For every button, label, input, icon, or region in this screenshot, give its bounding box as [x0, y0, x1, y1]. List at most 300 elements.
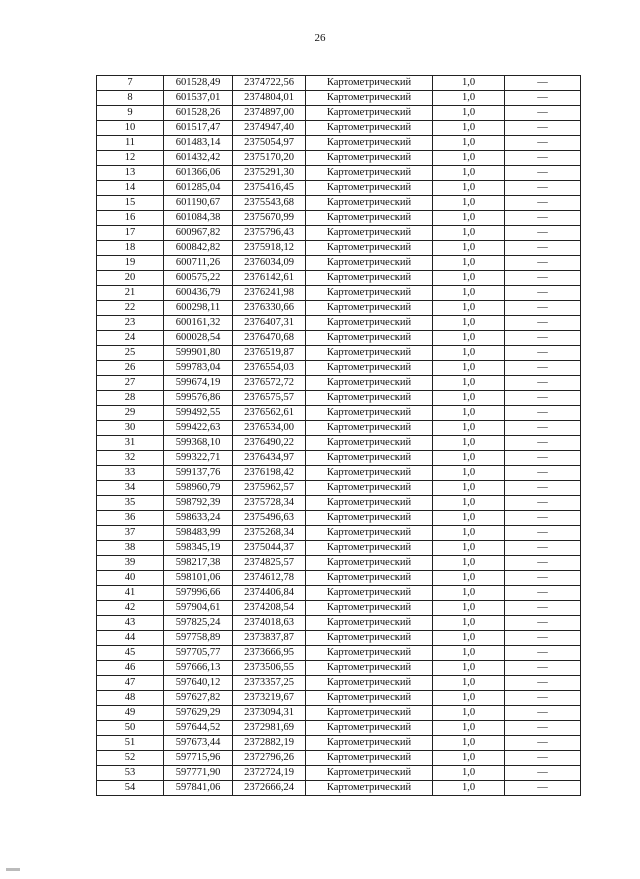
y-coordinate-cell: 2376407,31 — [233, 316, 306, 331]
x-coordinate-cell: 601190,67 — [164, 196, 233, 211]
accuracy-cell: 1,0 — [433, 301, 505, 316]
note-cell: — — [505, 466, 581, 481]
note-cell: — — [505, 301, 581, 316]
accuracy-cell: 1,0 — [433, 466, 505, 481]
method-cell: Картометрический — [306, 631, 433, 646]
point-number-cell: 43 — [97, 616, 164, 631]
y-coordinate-cell: 2376519,87 — [233, 346, 306, 361]
method-cell: Картометрический — [306, 136, 433, 151]
y-coordinate-cell: 2372981,69 — [233, 721, 306, 736]
point-number-cell: 24 — [97, 331, 164, 346]
x-coordinate-cell: 597640,12 — [164, 676, 233, 691]
note-cell: — — [505, 181, 581, 196]
y-coordinate-cell: 2375416,45 — [233, 181, 306, 196]
accuracy-cell: 1,0 — [433, 586, 505, 601]
method-cell: Картометрический — [306, 496, 433, 511]
table-row — [97, 661, 581, 676]
table-row — [97, 616, 581, 631]
point-number-cell: 19 — [97, 256, 164, 271]
note-cell: — — [505, 676, 581, 691]
y-coordinate-cell: 2373666,95 — [233, 646, 306, 661]
table-row — [97, 226, 581, 241]
accuracy-cell: 1,0 — [433, 136, 505, 151]
accuracy-cell: 1,0 — [433, 601, 505, 616]
method-cell: Картометрический — [306, 181, 433, 196]
table-row — [97, 721, 581, 736]
x-coordinate-cell: 598483,99 — [164, 526, 233, 541]
x-coordinate-cell: 597758,89 — [164, 631, 233, 646]
accuracy-cell: 1,0 — [433, 241, 505, 256]
table-row — [97, 151, 581, 166]
x-coordinate-cell: 598101,06 — [164, 571, 233, 586]
note-cell: — — [505, 556, 581, 571]
method-cell: Картометрический — [306, 481, 433, 496]
page-number: 26 — [314, 32, 326, 44]
x-coordinate-cell: 600842,82 — [164, 241, 233, 256]
note-cell: — — [505, 496, 581, 511]
accuracy-cell: 1,0 — [433, 121, 505, 136]
table-row — [97, 421, 581, 436]
note-cell: — — [505, 646, 581, 661]
table-row — [97, 526, 581, 541]
table-row — [97, 166, 581, 181]
y-coordinate-cell: 2376241,98 — [233, 286, 306, 301]
y-coordinate-cell: 2374208,54 — [233, 601, 306, 616]
table-row — [97, 751, 581, 766]
x-coordinate-cell: 601483,14 — [164, 136, 233, 151]
x-coordinate-cell: 598633,24 — [164, 511, 233, 526]
y-coordinate-cell: 2376034,09 — [233, 256, 306, 271]
x-coordinate-cell: 597629,29 — [164, 706, 233, 721]
method-cell: Картометрический — [306, 391, 433, 406]
table-row — [97, 241, 581, 256]
table-row — [97, 391, 581, 406]
accuracy-cell: 1,0 — [433, 196, 505, 211]
table-row — [97, 376, 581, 391]
note-cell: — — [505, 421, 581, 436]
x-coordinate-cell: 600161,32 — [164, 316, 233, 331]
y-coordinate-cell: 2375728,34 — [233, 496, 306, 511]
x-coordinate-cell: 597627,82 — [164, 691, 233, 706]
method-cell: Картометрический — [306, 196, 433, 211]
accuracy-cell: 1,0 — [433, 316, 505, 331]
y-coordinate-cell: 2372724,19 — [233, 766, 306, 781]
point-number-cell: 22 — [97, 301, 164, 316]
method-cell: Картометрический — [306, 526, 433, 541]
y-coordinate-cell: 2376142,61 — [233, 271, 306, 286]
point-number-cell: 48 — [97, 691, 164, 706]
point-number-cell: 41 — [97, 586, 164, 601]
note-cell: — — [505, 106, 581, 121]
point-number-cell: 44 — [97, 631, 164, 646]
method-cell: Картометрический — [306, 451, 433, 466]
y-coordinate-cell: 2376198,42 — [233, 466, 306, 481]
x-coordinate-cell: 599783,04 — [164, 361, 233, 376]
table-row — [97, 181, 581, 196]
point-number-cell: 40 — [97, 571, 164, 586]
note-cell: — — [505, 511, 581, 526]
y-coordinate-cell: 2374897,00 — [233, 106, 306, 121]
accuracy-cell: 1,0 — [433, 346, 505, 361]
table-row — [97, 91, 581, 106]
method-cell: Картометрический — [306, 361, 433, 376]
x-coordinate-cell: 601528,49 — [164, 76, 233, 91]
x-coordinate-cell: 599576,86 — [164, 391, 233, 406]
point-number-cell: 10 — [97, 121, 164, 136]
table-row — [97, 511, 581, 526]
accuracy-cell: 1,0 — [433, 226, 505, 241]
y-coordinate-cell: 2376572,72 — [233, 376, 306, 391]
x-coordinate-cell: 600436,79 — [164, 286, 233, 301]
note-cell: — — [505, 361, 581, 376]
note-cell: — — [505, 151, 581, 166]
table-row — [97, 121, 581, 136]
accuracy-cell: 1,0 — [433, 286, 505, 301]
note-cell: — — [505, 376, 581, 391]
note-cell: — — [505, 406, 581, 421]
point-number-cell: 42 — [97, 601, 164, 616]
x-coordinate-cell: 598792,39 — [164, 496, 233, 511]
y-coordinate-cell: 2375543,68 — [233, 196, 306, 211]
method-cell: Картометрический — [306, 421, 433, 436]
note-cell: — — [505, 451, 581, 466]
table-row — [97, 586, 581, 601]
x-coordinate-cell: 601366,06 — [164, 166, 233, 181]
method-cell: Картометрический — [306, 151, 433, 166]
y-coordinate-cell: 2376554,03 — [233, 361, 306, 376]
accuracy-cell: 1,0 — [433, 421, 505, 436]
method-cell: Картометрический — [306, 751, 433, 766]
note-cell: — — [505, 241, 581, 256]
method-cell: Картометрический — [306, 466, 433, 481]
point-number-cell: 20 — [97, 271, 164, 286]
table-row — [97, 286, 581, 301]
table-row — [97, 646, 581, 661]
accuracy-cell: 1,0 — [433, 511, 505, 526]
method-cell: Картометрический — [306, 646, 433, 661]
point-number-cell: 49 — [97, 706, 164, 721]
x-coordinate-cell: 599137,76 — [164, 466, 233, 481]
x-coordinate-cell: 600967,82 — [164, 226, 233, 241]
y-coordinate-cell: 2375291,30 — [233, 166, 306, 181]
x-coordinate-cell: 597673,44 — [164, 736, 233, 751]
accuracy-cell: 1,0 — [433, 766, 505, 781]
point-number-cell: 36 — [97, 511, 164, 526]
accuracy-cell: 1,0 — [433, 406, 505, 421]
y-coordinate-cell: 2373506,55 — [233, 661, 306, 676]
table-row — [97, 256, 581, 271]
accuracy-cell: 1,0 — [433, 571, 505, 586]
point-number-cell: 26 — [97, 361, 164, 376]
table-row — [97, 496, 581, 511]
accuracy-cell: 1,0 — [433, 271, 505, 286]
note-cell: — — [505, 631, 581, 646]
accuracy-cell: 1,0 — [433, 151, 505, 166]
x-coordinate-cell: 597825,24 — [164, 616, 233, 631]
method-cell: Картометрический — [306, 106, 433, 121]
x-coordinate-cell: 598345,19 — [164, 541, 233, 556]
point-number-cell: 14 — [97, 181, 164, 196]
point-number-cell: 51 — [97, 736, 164, 751]
table-row — [97, 406, 581, 421]
accuracy-cell: 1,0 — [433, 376, 505, 391]
point-number-cell: 53 — [97, 766, 164, 781]
y-coordinate-cell: 2372666,24 — [233, 781, 306, 796]
table-row — [97, 76, 581, 91]
method-cell: Картометрический — [306, 766, 433, 781]
y-coordinate-cell: 2376470,68 — [233, 331, 306, 346]
point-number-cell: 27 — [97, 376, 164, 391]
point-number-cell: 12 — [97, 151, 164, 166]
method-cell: Картометрический — [306, 736, 433, 751]
y-coordinate-cell: 2373094,31 — [233, 706, 306, 721]
y-coordinate-cell: 2374018,63 — [233, 616, 306, 631]
x-coordinate-cell: 600298,11 — [164, 301, 233, 316]
accuracy-cell: 1,0 — [433, 451, 505, 466]
accuracy-cell: 1,0 — [433, 391, 505, 406]
note-cell: — — [505, 76, 581, 91]
x-coordinate-cell: 599422,63 — [164, 421, 233, 436]
x-coordinate-cell: 601285,04 — [164, 181, 233, 196]
point-number-cell: 46 — [97, 661, 164, 676]
coordinates-table — [96, 75, 581, 796]
point-number-cell: 28 — [97, 391, 164, 406]
accuracy-cell: 1,0 — [433, 181, 505, 196]
note-cell: — — [505, 196, 581, 211]
note-cell: — — [505, 286, 581, 301]
y-coordinate-cell: 2376434,97 — [233, 451, 306, 466]
accuracy-cell: 1,0 — [433, 676, 505, 691]
y-coordinate-cell: 2376575,57 — [233, 391, 306, 406]
point-number-cell: 13 — [97, 166, 164, 181]
method-cell: Картометрический — [306, 541, 433, 556]
x-coordinate-cell: 601537,01 — [164, 91, 233, 106]
point-number-cell: 39 — [97, 556, 164, 571]
note-cell: — — [505, 481, 581, 496]
note-cell: — — [505, 706, 581, 721]
y-coordinate-cell: 2375962,57 — [233, 481, 306, 496]
x-coordinate-cell: 597771,90 — [164, 766, 233, 781]
y-coordinate-cell: 2375044,37 — [233, 541, 306, 556]
note-cell: — — [505, 331, 581, 346]
accuracy-cell: 1,0 — [433, 736, 505, 751]
method-cell: Картометрический — [306, 376, 433, 391]
point-number-cell: 32 — [97, 451, 164, 466]
table-row — [97, 316, 581, 331]
method-cell: Картометрический — [306, 706, 433, 721]
note-cell: — — [505, 91, 581, 106]
method-cell: Картометрический — [306, 571, 433, 586]
x-coordinate-cell: 597996,66 — [164, 586, 233, 601]
point-number-cell: 11 — [97, 136, 164, 151]
note-cell: — — [505, 541, 581, 556]
table-row — [97, 541, 581, 556]
method-cell: Картометрический — [306, 76, 433, 91]
note-cell: — — [505, 601, 581, 616]
table-row — [97, 631, 581, 646]
x-coordinate-cell: 597715,96 — [164, 751, 233, 766]
x-coordinate-cell: 599322,71 — [164, 451, 233, 466]
table-row — [97, 136, 581, 151]
accuracy-cell: 1,0 — [433, 106, 505, 121]
method-cell: Картометрический — [306, 256, 433, 271]
point-number-cell: 21 — [97, 286, 164, 301]
x-coordinate-cell: 600028,54 — [164, 331, 233, 346]
table-row — [97, 481, 581, 496]
scan-artifact — [6, 868, 20, 871]
table-row — [97, 766, 581, 781]
point-number-cell: 29 — [97, 406, 164, 421]
table-row — [97, 706, 581, 721]
point-number-cell: 54 — [97, 781, 164, 796]
method-cell: Картометрический — [306, 556, 433, 571]
table-row — [97, 781, 581, 796]
y-coordinate-cell: 2372796,26 — [233, 751, 306, 766]
note-cell: — — [505, 721, 581, 736]
note-cell: — — [505, 526, 581, 541]
point-number-cell: 30 — [97, 421, 164, 436]
x-coordinate-cell: 599674,19 — [164, 376, 233, 391]
note-cell: — — [505, 136, 581, 151]
table-row — [97, 676, 581, 691]
note-cell: — — [505, 256, 581, 271]
x-coordinate-cell: 597904,61 — [164, 601, 233, 616]
accuracy-cell: 1,0 — [433, 496, 505, 511]
accuracy-cell: 1,0 — [433, 751, 505, 766]
point-number-cell: 50 — [97, 721, 164, 736]
point-number-cell: 18 — [97, 241, 164, 256]
y-coordinate-cell: 2375054,97 — [233, 136, 306, 151]
table-row — [97, 331, 581, 346]
x-coordinate-cell: 599901,80 — [164, 346, 233, 361]
point-number-cell: 35 — [97, 496, 164, 511]
table-row — [97, 556, 581, 571]
method-cell: Картометрический — [306, 661, 433, 676]
point-number-cell: 38 — [97, 541, 164, 556]
accuracy-cell: 1,0 — [433, 481, 505, 496]
method-cell: Картометрический — [306, 271, 433, 286]
note-cell: — — [505, 586, 581, 601]
y-coordinate-cell: 2374804,01 — [233, 91, 306, 106]
x-coordinate-cell: 597841,06 — [164, 781, 233, 796]
accuracy-cell: 1,0 — [433, 721, 505, 736]
x-coordinate-cell: 599492,55 — [164, 406, 233, 421]
accuracy-cell: 1,0 — [433, 541, 505, 556]
method-cell: Картометрический — [306, 616, 433, 631]
point-number-cell: 52 — [97, 751, 164, 766]
x-coordinate-cell: 601528,26 — [164, 106, 233, 121]
y-coordinate-cell: 2375268,34 — [233, 526, 306, 541]
accuracy-cell: 1,0 — [433, 361, 505, 376]
x-coordinate-cell: 598217,38 — [164, 556, 233, 571]
y-coordinate-cell: 2376490,22 — [233, 436, 306, 451]
table-row — [97, 271, 581, 286]
y-coordinate-cell: 2374825,57 — [233, 556, 306, 571]
accuracy-cell: 1,0 — [433, 556, 505, 571]
note-cell: — — [505, 661, 581, 676]
method-cell: Картометрический — [306, 721, 433, 736]
y-coordinate-cell: 2375170,20 — [233, 151, 306, 166]
table-row — [97, 571, 581, 586]
point-number-cell: 17 — [97, 226, 164, 241]
accuracy-cell: 1,0 — [433, 616, 505, 631]
y-coordinate-cell: 2374406,84 — [233, 586, 306, 601]
note-cell: — — [505, 781, 581, 796]
table-row — [97, 196, 581, 211]
method-cell: Картометрический — [306, 781, 433, 796]
x-coordinate-cell: 597644,52 — [164, 721, 233, 736]
x-coordinate-cell: 598960,79 — [164, 481, 233, 496]
note-cell: — — [505, 391, 581, 406]
method-cell: Картометрический — [306, 331, 433, 346]
table-row — [97, 736, 581, 751]
accuracy-cell: 1,0 — [433, 436, 505, 451]
note-cell: — — [505, 166, 581, 181]
accuracy-cell: 1,0 — [433, 646, 505, 661]
y-coordinate-cell: 2374947,40 — [233, 121, 306, 136]
point-number-cell: 16 — [97, 211, 164, 226]
table-row — [97, 451, 581, 466]
point-number-cell: 23 — [97, 316, 164, 331]
x-coordinate-cell: 601432,42 — [164, 151, 233, 166]
y-coordinate-cell: 2375496,63 — [233, 511, 306, 526]
note-cell: — — [505, 766, 581, 781]
table-row — [97, 211, 581, 226]
method-cell: Картометрический — [306, 286, 433, 301]
y-coordinate-cell: 2376562,61 — [233, 406, 306, 421]
point-number-cell: 33 — [97, 466, 164, 481]
x-coordinate-cell: 600575,22 — [164, 271, 233, 286]
coordinates-table-body — [97, 76, 581, 796]
accuracy-cell: 1,0 — [433, 631, 505, 646]
x-coordinate-cell: 601084,38 — [164, 211, 233, 226]
method-cell: Картометрический — [306, 346, 433, 361]
y-coordinate-cell: 2375918,12 — [233, 241, 306, 256]
method-cell: Картометрический — [306, 511, 433, 526]
point-number-cell: 47 — [97, 676, 164, 691]
table-row — [97, 301, 581, 316]
point-number-cell: 7 — [97, 76, 164, 91]
accuracy-cell: 1,0 — [433, 331, 505, 346]
method-cell: Картометрический — [306, 301, 433, 316]
table-row — [97, 106, 581, 121]
point-number-cell: 31 — [97, 436, 164, 451]
method-cell: Картометрический — [306, 121, 433, 136]
accuracy-cell: 1,0 — [433, 76, 505, 91]
note-cell: — — [505, 121, 581, 136]
method-cell: Картометрический — [306, 211, 433, 226]
accuracy-cell: 1,0 — [433, 706, 505, 721]
note-cell: — — [505, 751, 581, 766]
x-coordinate-cell: 597705,77 — [164, 646, 233, 661]
method-cell: Картометрический — [306, 166, 433, 181]
accuracy-cell: 1,0 — [433, 661, 505, 676]
y-coordinate-cell: 2374612,78 — [233, 571, 306, 586]
method-cell: Картометрический — [306, 436, 433, 451]
point-number-cell: 9 — [97, 106, 164, 121]
accuracy-cell: 1,0 — [433, 166, 505, 181]
y-coordinate-cell: 2375670,99 — [233, 211, 306, 226]
method-cell: Картометрический — [306, 241, 433, 256]
note-cell: — — [505, 211, 581, 226]
table-row — [97, 361, 581, 376]
accuracy-cell: 1,0 — [433, 781, 505, 796]
note-cell: — — [505, 346, 581, 361]
table-row — [97, 691, 581, 706]
y-coordinate-cell: 2373357,25 — [233, 676, 306, 691]
method-cell: Картометрический — [306, 226, 433, 241]
method-cell: Картометрический — [306, 676, 433, 691]
